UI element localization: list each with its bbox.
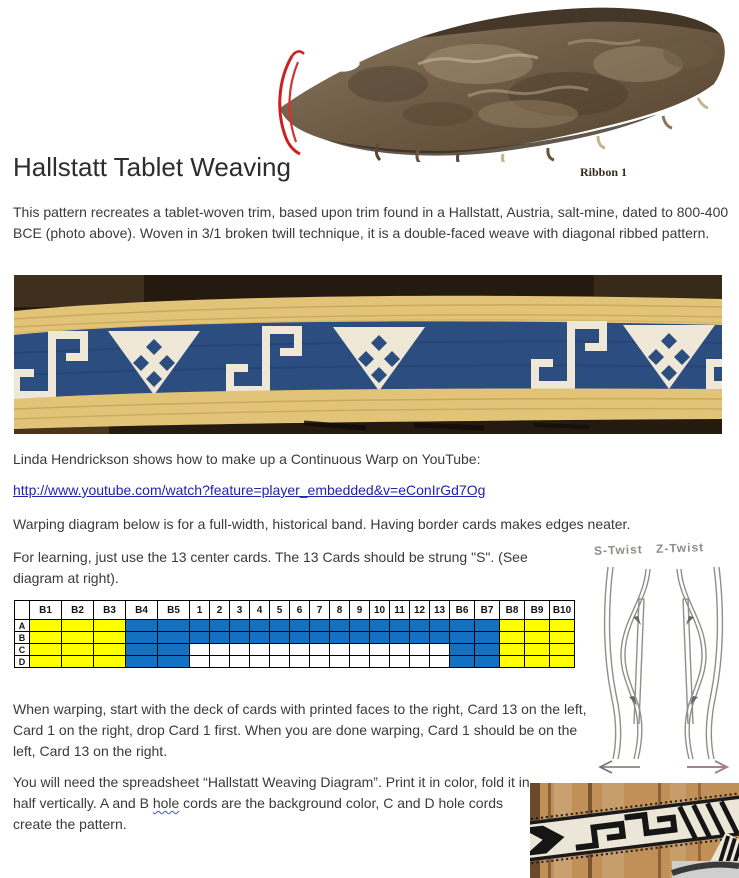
warping-note-text: Warping diagram below is for a full-width, historical band. Having border cards makes edges neater. bbox=[13, 516, 631, 532]
warp-cell-D-B5 bbox=[158, 656, 190, 668]
warp-cell-C-5 bbox=[270, 644, 290, 656]
woven-band-photo bbox=[14, 275, 722, 434]
column-header-1: 1 bbox=[190, 601, 210, 620]
warp-cell-A-2 bbox=[210, 620, 230, 632]
s-twist-label: S-Twist bbox=[593, 542, 644, 558]
warp-cell-C-B1 bbox=[30, 644, 62, 656]
warp-cell-C-B6 bbox=[450, 644, 475, 656]
warp-cell-D-B6 bbox=[450, 656, 475, 668]
column-header-B9: B9 bbox=[525, 601, 550, 620]
warp-cell-A-5 bbox=[270, 620, 290, 632]
table-row-B bbox=[15, 632, 575, 644]
warp-cell-B-10 bbox=[370, 632, 390, 644]
warp-cell-A-12 bbox=[410, 620, 430, 632]
warp-cell-D-11 bbox=[390, 656, 410, 668]
woven-band-illustration bbox=[14, 275, 722, 434]
warp-cell-B-11 bbox=[390, 632, 410, 644]
warp-cell-A-8 bbox=[330, 620, 350, 632]
warp-cell-C-12 bbox=[410, 644, 430, 656]
column-header-B3: B3 bbox=[94, 601, 126, 620]
warp-cell-A-B2 bbox=[62, 620, 94, 632]
column-header-4: 4 bbox=[250, 601, 270, 620]
column-header-B2: B2 bbox=[62, 601, 94, 620]
warp-cell-D-B3 bbox=[94, 656, 126, 668]
warp-cell-B-B10 bbox=[550, 632, 575, 644]
warp-cell-B-B7 bbox=[475, 632, 500, 644]
youtube-link-line bbox=[13, 482, 713, 500]
twist-drawing bbox=[588, 559, 739, 775]
z-twist-label: Z-Twist bbox=[655, 540, 705, 556]
column-header-2: 2 bbox=[210, 601, 230, 620]
column-header-B1: B1 bbox=[30, 601, 62, 620]
warp-cell-D-B4 bbox=[126, 656, 158, 668]
warp-cell-A-10 bbox=[370, 620, 390, 632]
left-arrow bbox=[600, 761, 640, 773]
warp-cell-D-13 bbox=[430, 656, 450, 668]
warp-cell-A-B3 bbox=[94, 620, 126, 632]
warp-cell-C-B3 bbox=[94, 644, 126, 656]
warp-cell-D-3 bbox=[230, 656, 250, 668]
row-header-D: D bbox=[15, 656, 30, 668]
warp-cell-B-7 bbox=[310, 632, 330, 644]
warp-cell-B-1 bbox=[190, 632, 210, 644]
table-row-D bbox=[15, 656, 575, 668]
warp-cell-A-B6 bbox=[450, 620, 475, 632]
row-header-B: B bbox=[15, 632, 30, 644]
warp-cell-D-8 bbox=[330, 656, 350, 668]
warp-cell-A-B5 bbox=[158, 620, 190, 632]
warp-cell-A-B4 bbox=[126, 620, 158, 632]
warp-cell-A-B10 bbox=[550, 620, 575, 632]
ribbon-caption: Ribbon 1 bbox=[580, 165, 628, 179]
warp-cell-C-B10 bbox=[550, 644, 575, 656]
row-header-C: C bbox=[15, 644, 30, 656]
column-header-6: 6 bbox=[290, 601, 310, 620]
column-header-B5: B5 bbox=[158, 601, 190, 620]
warp-header-row bbox=[15, 601, 575, 620]
warp-cell-B-4 bbox=[250, 632, 270, 644]
table-row-A bbox=[15, 620, 575, 632]
s-twist-drawing bbox=[605, 567, 650, 759]
warp-cell-A-3 bbox=[230, 620, 250, 632]
warp-cell-B-6 bbox=[290, 632, 310, 644]
warp-cell-A-13 bbox=[430, 620, 450, 632]
warp-cell-B-3 bbox=[230, 632, 250, 644]
warp-cell-C-1 bbox=[190, 644, 210, 656]
warp-cell-A-11 bbox=[390, 620, 410, 632]
warp-cell-B-B1 bbox=[30, 632, 62, 644]
warp-cell-C-B4 bbox=[126, 644, 158, 656]
warp-cell-A-4 bbox=[250, 620, 270, 632]
intro-paragraph: This pattern recreates a tablet-woven trim, based upon trim found in a Hallstatt, Austria, salt-mine, dated to 800-400 BCE (photo above). Woven in 3/1 broken twill technique, it is a double-faced weave with diagonal ribbed pattern. bbox=[13, 204, 729, 241]
warping-diagram-table bbox=[14, 600, 575, 668]
warp-cell-A-B8 bbox=[500, 620, 525, 632]
warp-cell-C-7 bbox=[310, 644, 330, 656]
warp-cell-B-13 bbox=[430, 632, 450, 644]
warp-cell-B-B9 bbox=[525, 632, 550, 644]
twist-diagram bbox=[588, 540, 739, 777]
column-header-11: 11 bbox=[390, 601, 410, 620]
warp-cell-C-B7 bbox=[475, 644, 500, 656]
column-header-8: 8 bbox=[330, 601, 350, 620]
column-header-12: 12 bbox=[410, 601, 430, 620]
warp-cell-C-3 bbox=[230, 644, 250, 656]
warp-cell-C-B9 bbox=[525, 644, 550, 656]
spreadsheet-text-before: You will need the spreadsheet “Hallstatt Weaving Diagram”. Print it in color, fold it in half vertically. A and B bbox=[13, 774, 530, 811]
spellcheck-word: hole bbox=[152, 795, 180, 811]
warp-cell-A-B7 bbox=[475, 620, 500, 632]
warp-cell-B-9 bbox=[350, 632, 370, 644]
column-header-13: 13 bbox=[430, 601, 450, 620]
warp-cell-A-B9 bbox=[525, 620, 550, 632]
warp-cell-C-4 bbox=[250, 644, 270, 656]
warp-cell-A-6 bbox=[290, 620, 310, 632]
warp-cell-B-5 bbox=[270, 632, 290, 644]
column-header-B10: B10 bbox=[550, 601, 575, 620]
learning-note-text: For learning, just use the 13 center cards. The 13 Cards should be strung "S". (See diagram at right). bbox=[13, 549, 528, 586]
warp-cell-D-12 bbox=[410, 656, 430, 668]
warp-cell-C-B8 bbox=[500, 644, 525, 656]
warp-cell-D-4 bbox=[250, 656, 270, 668]
warp-cell-B-12 bbox=[410, 632, 430, 644]
warp-cell-A-7 bbox=[310, 620, 330, 632]
column-header-5: 5 bbox=[270, 601, 290, 620]
warp-cell-A-1 bbox=[190, 620, 210, 632]
warp-cell-D-5 bbox=[270, 656, 290, 668]
warp-cell-B-B5 bbox=[158, 632, 190, 644]
finished-band-illustration bbox=[530, 783, 739, 878]
warping-steps-text: When warping, start with the deck of cards with printed faces to the right, Card 13 on the left, Card 1 on the right, drop Card 1 first. When you are done warping, Card 1 should be on the left, Card 13 on the right. bbox=[13, 701, 587, 759]
warp-cell-C-13 bbox=[430, 644, 450, 656]
warp-cell-C-11 bbox=[390, 644, 410, 656]
table-row-C bbox=[15, 644, 575, 656]
warp-cell-D-B9 bbox=[525, 656, 550, 668]
warp-cell-B-B6 bbox=[450, 632, 475, 644]
warp-cell-A-B1 bbox=[30, 620, 62, 632]
column-header-B7: B7 bbox=[475, 601, 500, 620]
warp-cell-D-10 bbox=[370, 656, 390, 668]
warp-cell-C-10 bbox=[370, 644, 390, 656]
warp-cell-C-8 bbox=[330, 644, 350, 656]
warp-cell-A-9 bbox=[350, 620, 370, 632]
warping-diagram-table-wrap bbox=[14, 600, 575, 668]
warp-cell-C-2 bbox=[210, 644, 230, 656]
warp-cell-D-B7 bbox=[475, 656, 500, 668]
column-header-B6: B6 bbox=[450, 601, 475, 620]
ancient-ribbon-illustration bbox=[268, 4, 738, 162]
row-header-A: A bbox=[15, 620, 30, 632]
z-twist-drawing bbox=[677, 567, 722, 759]
column-header-9: 9 bbox=[350, 601, 370, 620]
warp-cell-B-B8 bbox=[500, 632, 525, 644]
spreadsheet-text bbox=[13, 772, 541, 835]
spreadsheet-text-after: cords are the background color, C and D hole cords create the pattern. bbox=[13, 795, 504, 832]
warp-cell-C-B2 bbox=[62, 644, 94, 656]
column-header-3: 3 bbox=[230, 601, 250, 620]
right-arrow bbox=[687, 761, 727, 773]
warp-cell-C-B5 bbox=[158, 644, 190, 656]
warp-cell-D-B1 bbox=[30, 656, 62, 668]
warp-cell-D-9 bbox=[350, 656, 370, 668]
ancient-ribbon-photo bbox=[268, 4, 738, 162]
warp-cell-B-B3 bbox=[94, 632, 126, 644]
warp-cell-D-7 bbox=[310, 656, 330, 668]
warp-cell-D-6 bbox=[290, 656, 310, 668]
warp-cell-C-6 bbox=[290, 644, 310, 656]
warp-cell-D-1 bbox=[190, 656, 210, 668]
warp-cell-D-B10 bbox=[550, 656, 575, 668]
youtube-intro-text: Linda Hendrickson shows how to make up a Continuous Warp on YouTube: bbox=[13, 451, 481, 467]
column-header-7: 7 bbox=[310, 601, 330, 620]
youtube-link[interactable]: http://www.youtube.com/watch?feature=player_embedded&v=eConIrGd7Og bbox=[13, 482, 486, 498]
column-header-B8: B8 bbox=[500, 601, 525, 620]
warp-cell-B-B2 bbox=[62, 632, 94, 644]
column-header-10: 10 bbox=[370, 601, 390, 620]
warp-cell-D-B8 bbox=[500, 656, 525, 668]
page-title: Hallstatt Tablet Weaving bbox=[13, 152, 291, 182]
corner-header bbox=[15, 601, 30, 620]
warp-cell-D-2 bbox=[210, 656, 230, 668]
warp-cell-D-B2 bbox=[62, 656, 94, 668]
warp-cell-C-9 bbox=[350, 644, 370, 656]
finished-band-photo bbox=[530, 783, 739, 878]
warp-cell-B-8 bbox=[330, 632, 350, 644]
warp-cell-B-2 bbox=[210, 632, 230, 644]
column-header-B4: B4 bbox=[126, 601, 158, 620]
warp-cell-B-B4 bbox=[126, 632, 158, 644]
